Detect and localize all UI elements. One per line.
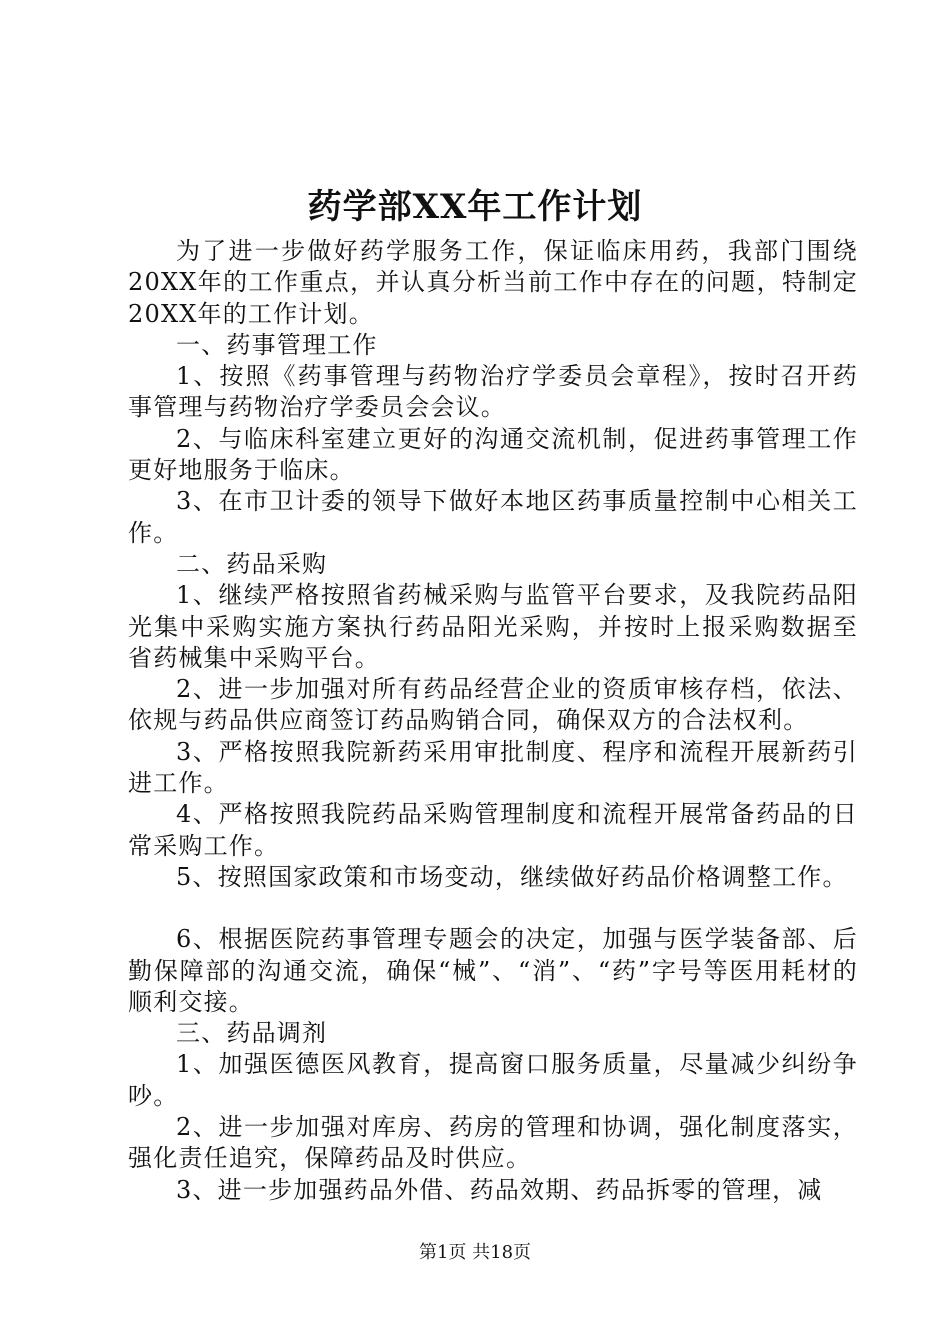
page-number-footer: 第1页 共18页 bbox=[418, 1242, 532, 1263]
paragraph-1-3: 3、在市卫计委的领导下做好本地区药事质量控制中心相关工作。 bbox=[128, 487, 858, 547]
paragraph-2-5: 5、按照国家政策和市场变动，继续做好药品价格调整工作。 bbox=[176, 862, 848, 891]
paragraph-3-1: 1、加强医德医风教育，提高窗口服务质量，尽量减少纠纷争吵。 bbox=[128, 1050, 858, 1110]
document-body bbox=[128, 236, 858, 1206]
paragraph-1-1: 1、按照《药事管理与药物治疗学委员会章程》，按时召开药事管理与药物治疗学委员会会议。 bbox=[128, 362, 858, 422]
paragraph-3-3: 3、进一步加强药品外借、药品效期、药品拆零的管理，减 bbox=[176, 1175, 823, 1204]
section-heading-2: 二、药品采购 bbox=[176, 549, 328, 578]
document-title: 药学部XX年工作计划 bbox=[307, 187, 643, 227]
paragraph-2-3: 3、严格按照我院新药采用审批制度、程序和流程开展新药引进工作。 bbox=[128, 737, 858, 798]
section-heading-1: 一、药事管理工作 bbox=[176, 330, 378, 359]
paragraph-2-2: 2、进一步加强对所有药品经营企业的资质审核存档，依法、依规与药品供应商签订药品购销合同，确保双方的合法权利。 bbox=[128, 675, 858, 735]
paragraph-3-2: 2、进一步加强对库房、药房的管理和协调，强化制度落实，强化责任追究，保障药品及时供应。 bbox=[128, 1113, 858, 1173]
section-heading-3: 三、药品调剂 bbox=[176, 1019, 328, 1048]
intro-paragraph: 为了进一步做好药学服务工作，保证临床用药，我部门围绕20XX年的工作重点，并认真分析当前工作中存在的问题，特制定20XX年的工作计划。 bbox=[128, 237, 858, 328]
paragraph-2-1: 1、继续严格按照省药械采购与监管平台要求，及我院药品阳光集中采购实施方案执行药品阳光采购，并按时上报采购数据至省药械集中采购平台。 bbox=[128, 581, 858, 672]
paragraph-2-4: 4、严格按照我院药品采购管理制度和流程开展常备药品的日常采购工作。 bbox=[128, 800, 858, 860]
paragraph-2-6: 6、根据医院药事管理专题会的决定，加强与医学装备部、后勤保障部的沟通交流，确保“械”、“消”、“药”字号等医用耗材的顺利交接。 bbox=[128, 925, 858, 1016]
paragraph-1-2: 2、与临床科室建立更好的沟通交流机制，促进药事管理工作更好地服务于临床。 bbox=[128, 424, 858, 485]
